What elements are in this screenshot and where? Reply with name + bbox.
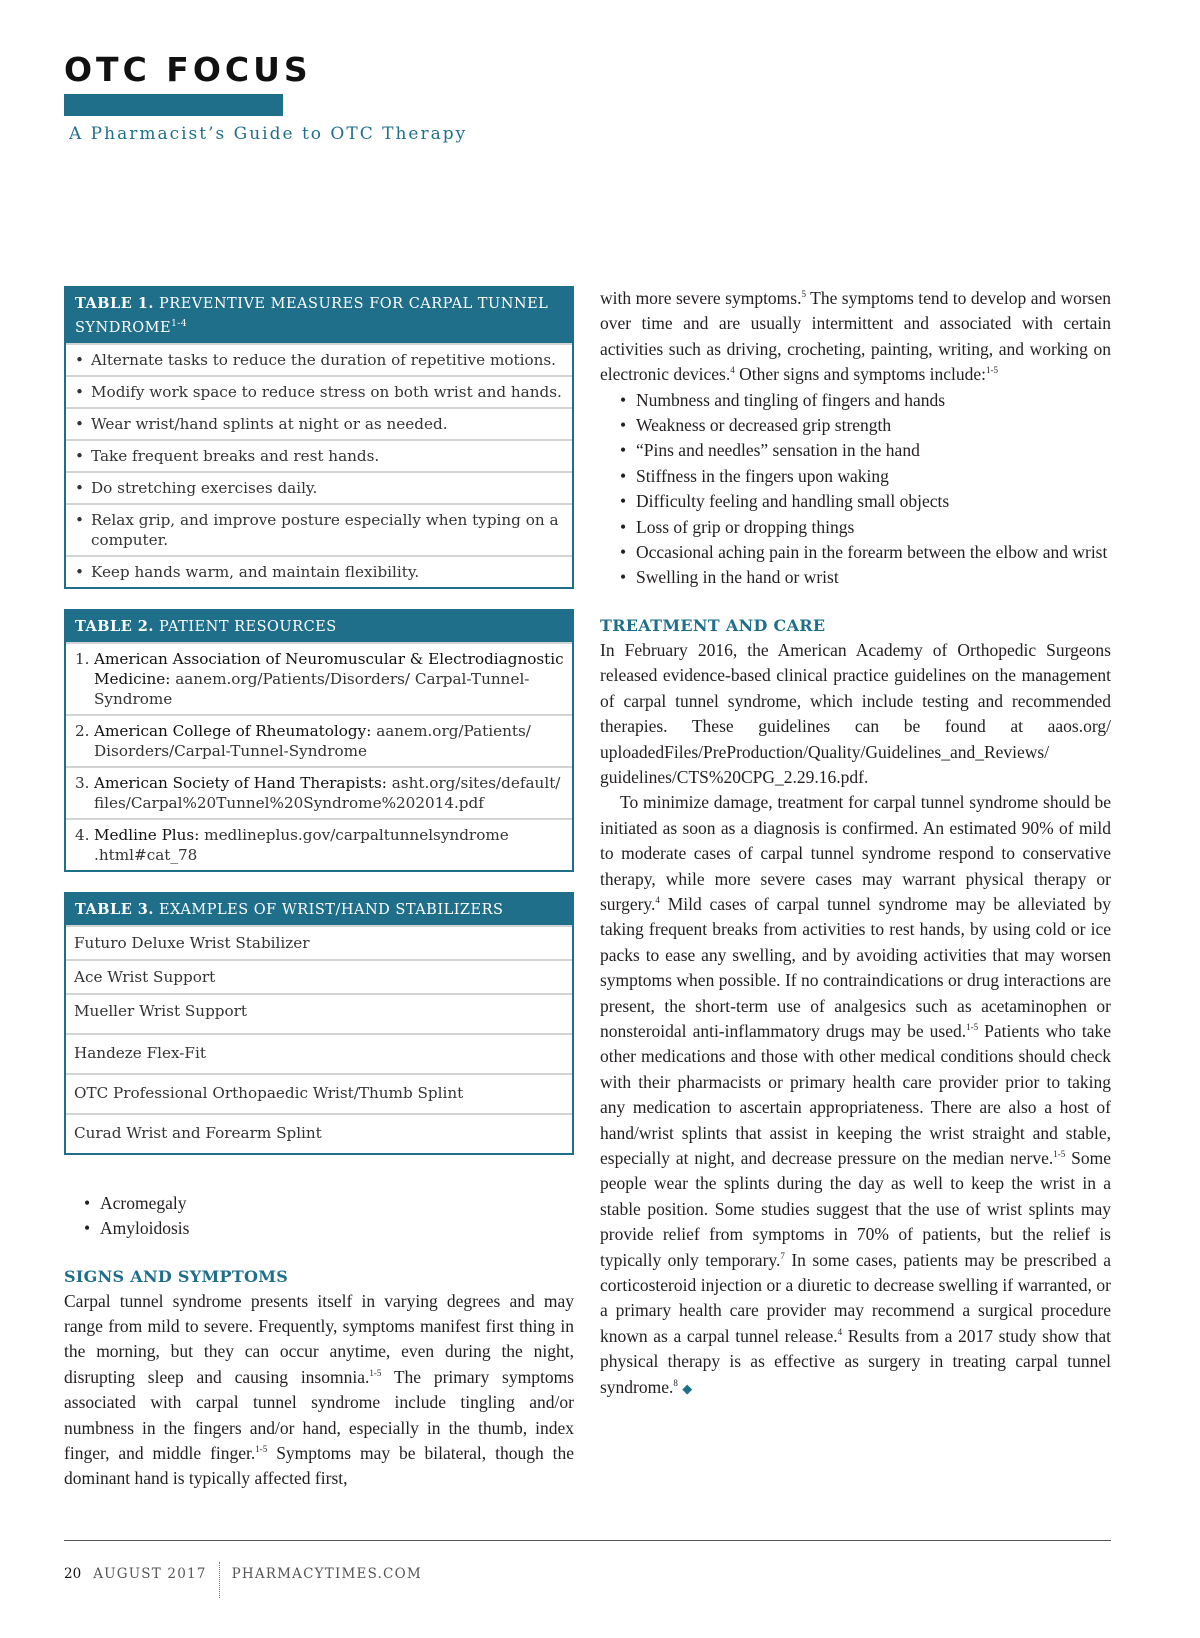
text-run: Results from a 2017 study show that physical therapy is as effective as surgery in treating carpal tunnel syndrome. [600,1325,1111,1397]
citation: 1-5 [369,1368,382,1379]
website: PHARMACYTIMES.COM [231,1566,422,1582]
issue-date: AUGUST 2017 [93,1566,207,1582]
list-item: • Difficulty feeling and handling small objects [620,489,1111,514]
resource-link[interactable]: aanem.org/Patients/ Disorders/Carpal-Tunnel-Syndrome [94,721,531,760]
table-row: OTC Professional Orthopaedic Wrist/Thumb Splint [66,1073,572,1113]
citation: 4 [655,895,660,906]
list-item: • Occasional aching pain in the forearm between the elbow and wrist [620,540,1111,565]
signs-paragraph [64,1289,574,1492]
table-row [66,714,572,766]
row-number: 3. [75,773,90,792]
resource-link[interactable]: medlineplus.gov/carpaltunnelsyndrome .html#cat_78 [94,825,509,864]
section-title: OTC FOCUS [64,50,312,89]
table-row: Handeze Flex-Fit [66,1033,572,1073]
table-title: EXAMPLES OF WRIST/HAND STABILIZERS [159,901,504,918]
citation: 4 [730,365,735,376]
table-header [66,611,572,642]
text-run: In some cases, patients may be prescribed a corticosteroid injection or a diuretic to decrease swelling if warranted, or a primary health care provider may recommend a surgical procedure known as a carpal tunnel release. [600,1249,1111,1346]
row-number: 1. [75,649,90,668]
row-text: Keep hands warm, and maintain flexibility. [91,562,420,581]
row-text: Do stretching exercises daily. [91,478,318,497]
list-item-text: Amyloidosis [100,1218,190,1239]
section-subtitle: A Pharmacist’s Guide to OTC Therapy [69,124,468,144]
table-preventive-measures [64,286,574,589]
text-run: Some people wear the splints during the day as well to keep the wrist in a stable position. Some studies suggest that the use of wrist splints may provide relief from symptoms in 70% of patients, but the relief is typically only temporary. [600,1148,1111,1270]
table-row: • Keep hands warm, and maintain flexibility. [66,555,572,587]
list-item-text: Occasional aching pain in the forearm between the elbow and wrist [636,542,1108,563]
right-column [600,286,1111,1401]
table-patient-resources [64,609,574,872]
text-run: Other signs and symptoms include: [734,364,987,385]
footer-rule [64,1540,1111,1541]
list-item: • Numbness and tingling of fingers and hands [620,388,1111,413]
citation: 1-5 [255,1444,268,1455]
list-item-text: Numbness and tingling of fingers and hands [636,389,946,410]
table-row [66,642,572,714]
list-item: • Swelling in the hand or wrist [620,565,1111,590]
resource-name: American College of Rheumatology: [94,721,372,740]
citation: 4 [837,1327,843,1338]
list-item-text: Difficulty feeling and handling small objects [636,491,950,512]
text-run: with more severe symptoms. [600,288,802,308]
text-run: Symptoms may be bilateral, though the dominant hand is typically affected first, [64,1443,574,1489]
row-text: Alternate tasks to reduce the duration of repetitive motions. [91,350,557,369]
table-label: TABLE 1. [75,295,154,312]
row-number: 4. [75,825,90,844]
list-item: • “Pins and needles” sensation in the hand [620,438,1111,463]
signs-heading: SIGNS AND SYMPTOMS [64,1266,289,1286]
table-row: • Do stretching exercises daily. [66,471,572,503]
row-number: 2. [75,721,90,740]
list-item: • Stiffness in the fingers upon waking [620,464,1111,489]
table-label: TABLE 2. [75,617,154,635]
table-row: Ace Wrist Support [66,959,572,993]
table-wrist-stabilizers [64,892,574,1155]
citation: 1-5 [1053,1149,1066,1160]
resource-link[interactable]: aanem.org/Patients/Disorders/ Carpal-Tunnel-Syndrome [94,669,530,708]
end-of-article-icon: ◆ [682,1380,693,1396]
list-item-text: Stiffness in the fingers upon waking [636,465,889,486]
text-run: Patients who take other medications and those with other medical conditions should check with their pharmacists or primary health care provider prior to taking any medication to ascertain appropriateness. There are also a host of hand/wrist splints that assist in keeping the wrist straight and stable, especially at night, and decrease pressure on the median nerve. [600,1020,1111,1168]
table-header [66,288,572,343]
title-accent-bar [64,94,283,116]
citation: 1-5 [986,365,999,376]
resource-name: American Association of Neuromuscular & Electrodiagnostic Medicine: [94,649,564,688]
text-run: To minimize damage, treatment for carpal tunnel syndrome should be initiated as soon as a diagnosis is confirmed. An estimated 90% of mild to moderate cases of carpal tunnel syndrome respond to conservative therapy, while more severe cases may warrant physical therapy or surgery. [600,792,1111,914]
conditions-list [64,1191,574,1242]
table-row: Futuro Deluxe Wrist Stabilizer [66,925,572,959]
symptoms-intro [600,286,1111,388]
page-number: 20 [64,1566,82,1582]
table-row: • Relax grip, and improve posture especially when typing on a computer. [66,503,572,555]
table-row [66,766,572,818]
table-row: • Wear wrist/hand splints at night or as needed. [66,407,572,439]
list-item-text: Loss of grip or dropping things [636,516,855,537]
citation: 8 [673,1377,678,1388]
resource-name: Medline Plus: [94,825,200,844]
list-item-text: Acromegaly [100,1192,187,1213]
row-text: Take frequent breaks and rest hands. [91,446,380,465]
text-run: Mild cases of carpal tunnel syndrome may be alleviated by taking frequent breaks from activities to rest hands, by using cold or ice packs to ease any swelling, and by avoiding activities that may worsen symptoms when possible. If no contraindications or drug interactions are present, the short-term use of analgesics such as acetaminophen or nonsteroidal anti-inflammatory drugs may be used. [600,893,1111,1041]
list-item: • Loss of grip or dropping things [620,515,1111,540]
text-run: The primary symptoms associated with carpal tunnel syndrome include tingling and/or numbness in the fingers and/or hand, especially in the thumb, index finger, and middle finger. [64,1366,574,1464]
treatment-paragraph-1: In February 2016, the American Academy of Orthopedic Surgeons released evidence-based clinical practice guidelines on the management of carpal tunnel syndrome, which include testing and recommended therapies. These guidelines can be found at aaos.org/ uploadedFiles/PreProduction/Quality/Guidelines_and_Reviews/ guidelines/CTS%20CPG_2.29.16.pdf. [600,639,1111,787]
text-run: Carpal tunnel syndrome presents itself in varying degrees and may range from mild to severe. Frequently, symptoms manifest first thing in the morning, but they can occur anytime, even during the night, disrupting sleep and causing insomnia. [64,1290,574,1387]
table-row: • Modify work space to reduce stress on both wrist and hands. [66,375,572,407]
row-text: Modify work space to reduce stress on both wrist and hands. [91,382,562,401]
table-reference: 1-4 [171,319,188,329]
table-title: PREVENTIVE MEASURES FOR CARPAL TUNNEL SYNDROME [75,296,549,336]
table-label: TABLE 3. [75,900,154,918]
text-run: The symptoms tend to develop and worsen over time and are usually intermittent and associated with certain activities such as driving, crocheting, painting, writing, and working on electronic devices. [600,288,1112,385]
footer-divider [219,1562,220,1598]
resource-name: American Society of Hand Therapists: [94,773,387,792]
table-title: PATIENT RESOURCES [159,618,337,635]
table-header [66,894,572,925]
list-item: • Amyloidosis [84,1216,574,1241]
table-row [66,818,572,870]
page-footer [64,1556,422,1592]
row-text: Relax grip, and improve posture especially when typing on a computer. [91,510,559,549]
list-item-text: Swelling in the hand or wrist [636,567,839,588]
treatment-paragraph-2 [600,790,1111,1401]
table-row: • Alternate tasks to reduce the duration of repetitive motions. [66,343,572,375]
table-row: • Take frequent breaks and rest hands. [66,439,572,471]
citation: 5 [801,289,806,300]
list-item-text: “Pins and needles” sensation in the hand [636,440,920,461]
list-item-text: Weakness or decreased grip strength [636,415,892,436]
left-column [64,286,574,1492]
resource-link[interactable]: asht.org/sites/default/ files/Carpal%20Tunnel%20Syndrome%202014.pdf [94,773,561,812]
table-row: Mueller Wrist Support [66,993,572,1033]
list-item: • Acromegaly [84,1191,574,1216]
list-item: • Weakness or decreased grip strength [620,413,1111,438]
table-row: Curad Wrist and Forearm Splint [66,1113,572,1153]
citation: 7 [780,1250,785,1261]
citation: 1-5 [966,1022,979,1033]
row-text: Wear wrist/hand splints at night or as needed. [91,414,448,433]
treatment-heading: TREATMENT AND CARE [600,615,826,635]
symptoms-list [600,388,1111,591]
